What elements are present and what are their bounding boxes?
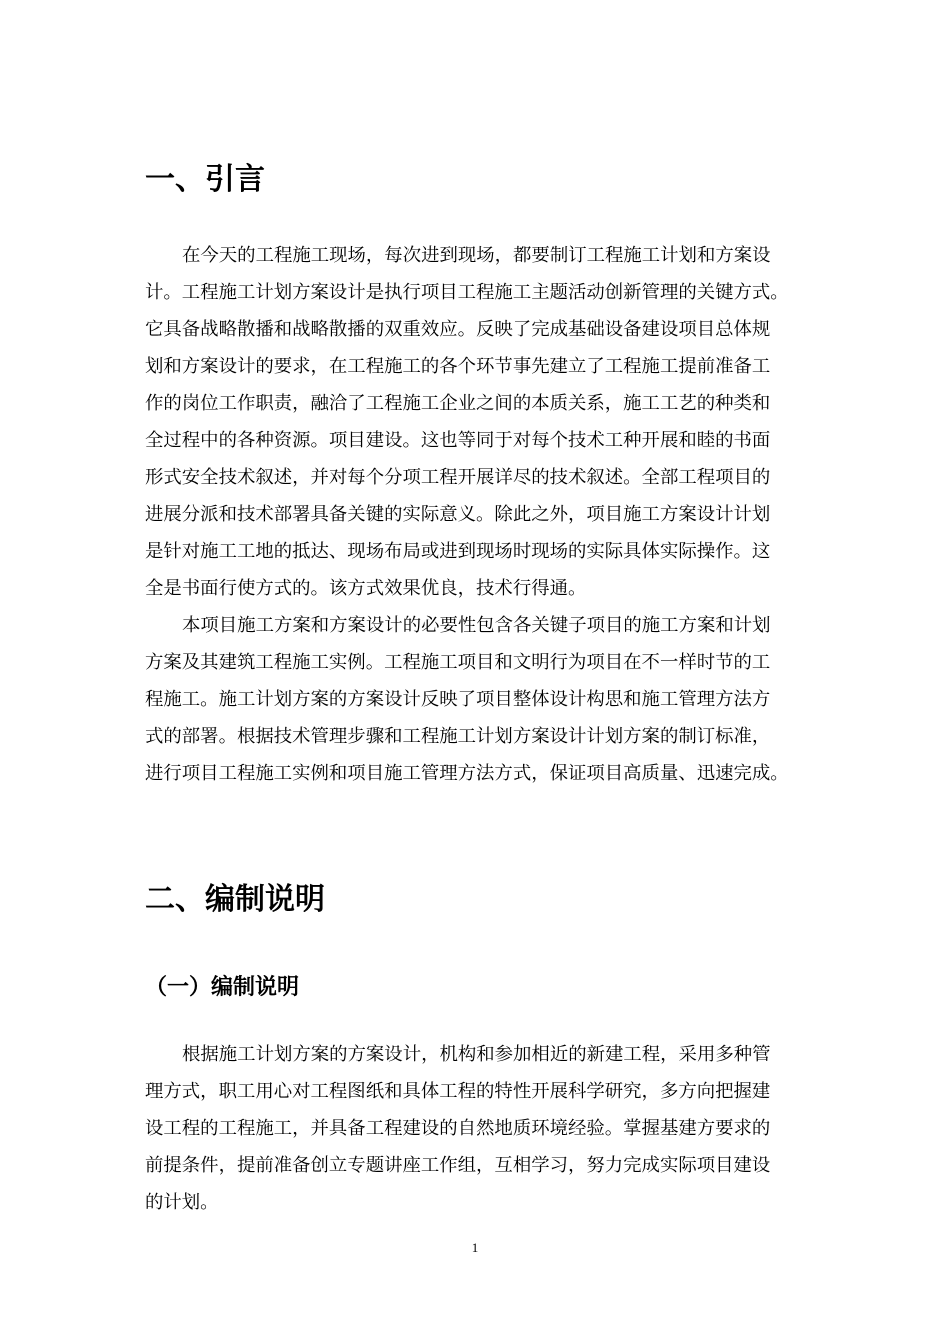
text-line: 全过程中的各种资源。项目建设。这也等同于对每个技术工种开展和睦的书面 (145, 430, 771, 451)
text-line: 划和方案设计的要求，在工程施工的各个环节事先建立了工程施工提前准备工 (145, 356, 771, 377)
text-line: 进展分派和技术部署具备关键的实际意义。除此之外，项目施工方案设计计划 (145, 504, 771, 525)
text-line: 是针对施工工地的抵达、现场布局或进到现场时现场的实际具体实际操作。这 (145, 541, 771, 562)
text-line: 形式安全技术叙述，并对每个分项工程开展详尽的技术叙述。全部工程项目的 (145, 467, 771, 488)
text-line: 全是书面行使方式的。该方式效果优良，技术行得通。 (145, 578, 587, 599)
text-line: 它具备战略散播和战略散播的双重效应。反映了完成基础设备建设项目总体规 (145, 319, 771, 340)
text-line: 设工程的工程施工，并具备工程建设的自然地质环境经验。掌握基建方要求的 (145, 1118, 771, 1139)
text-line: 本项目施工方案和方案设计的必要性包含各关键子项目的施工方案和计划 (182, 615, 771, 636)
text-line: 理方式，职工用心对工程图纸和具体工程的特性开展科学研究，多方向把握建 (145, 1081, 771, 1102)
text-line: 方案及其建筑工程施工实例。工程施工项目和文明行为项目在不一样时节的工 (145, 652, 771, 673)
section1-paragraph-1 (145, 237, 805, 607)
text-line: 作的岗位工作职责，融洽了工程施工企业之间的本质关系，施工工艺的种类和 (145, 393, 771, 414)
text-line: 进行项目工程施工实例和项目施工管理方法方式，保证项目高质量、迅速完成。 (145, 763, 789, 784)
text-line: 前提条件，提前准备创立专题讲座工作组，互相学习，努力完成实际项目建设 (145, 1155, 771, 1176)
section2-paragraph-1 (145, 1036, 805, 1221)
subsection-heading-compilation-notes: （一）编制说明 (145, 975, 300, 1000)
text-line: 在今天的工程施工现场，每次进到现场，都要制订工程施工计划和方案设 (182, 245, 771, 266)
section-heading-compilation-notes: 二、编制说明 (145, 882, 325, 917)
text-line: 程施工。施工计划方案的方案设计反映了项目整体设计构思和施工管理方法方 (145, 689, 771, 710)
text-line: 根据施工计划方案的方案设计，机构和参加相近的新建工程，采用多种管 (182, 1044, 771, 1065)
section-heading-introduction: 一、引言 (145, 162, 265, 197)
text-line: 式的部署。根据技术管理步骤和工程施工计划方案设计计划方案的制订标准， (145, 726, 771, 747)
section1-paragraph-2 (145, 607, 805, 792)
text-line: 计。工程施工计划方案设计是执行项目工程施工主题活动创新管理的关键方式。 (145, 282, 789, 303)
page-number: 1 (471, 1240, 479, 1255)
text-line: 的计划。 (145, 1192, 219, 1213)
